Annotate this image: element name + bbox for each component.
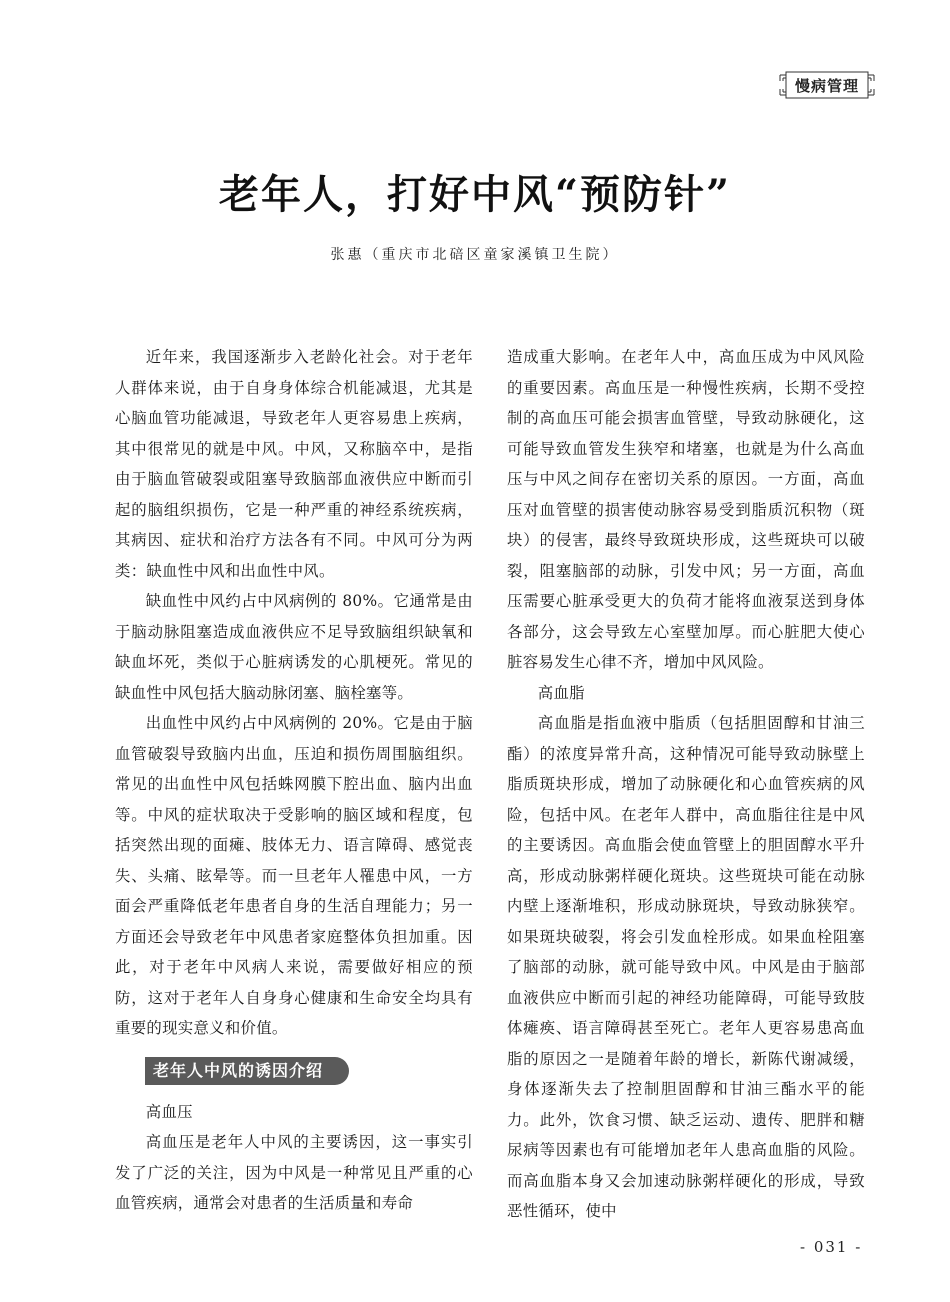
subheading-hyperlipidemia: 高血脂 bbox=[537, 683, 585, 702]
paragraph: 高血脂是指血液中脂质（包括胆固醇和甘油三酯）的浓度异常升高，这种情况可能导致动脉壁上脂质斑块形成，增加了动脉硬化和心血管疾病的风险，包括中风。在老年人群中，高血脂往往是中风的主要诱因。高血脂会使血管壁上的胆固醇水平升高，形成动脉粥样硬化斑块。这些斑块可能在动脉内壁上逐渐堆积，形成动脉斑块，导致动脉狭窄。如果斑块破裂，将会引发血栓形成。如果血栓阻塞了脑部的动脉，就可能导致中风。中风是由于脑部血液供应中断而引起的神经功能障碍，可能导致肢体瘫痪、语言障碍甚至死亡。老年人更容易患高血脂的原因之一是随着年龄的增长，新陈代谢减缓，身体逐渐失去了控制胆固醇和甘油三酯水平的能力。此外，饮食习惯、缺乏运动、遗传、肥胖和糖尿病等因素也有可能增加老年人患高血脂的风险。而高血脂本身又会加速动脉粥样硬化的形成，导致恶性循环，使中 bbox=[507, 714, 865, 1220]
paragraph: 造成重大影响。在老年人中，高血压成为中风风险的重要因素。高血压是一种慢性疾病，长期不受控制的高血压可能会损害血管壁，导致动脉硬化，这可能导致血管发生狭窄和堵塞，也就是为什么高血压与中风之间存在密切关系的原因。一方面，高血压对血管壁的损害使动脉容易受到脂质沉积物（斑块）的侵害，最终导致斑块形成，这些斑块可以破裂，阻塞脑部的动脉，引发中风；另一方面，高血压需要心脏承受更大的负荷才能将血液泵送到身体各部分，这会导致左心室壁加厚。而心脏肥大使心脏容易发生心律不齐，增加中风风险。 bbox=[507, 348, 865, 671]
paragraph: 近年来，我国逐渐步入老龄化社会。对于老年人群体来说，由于自身身体综合机能减退，尤其是心脑血管功能减退，导致老年人更容易患上疾病，其中很常见的就是中风。中风，又称脑卒中，是指由于脑血管破裂或阻塞导致脑部血液供应中断而引起的脑组织损伤，它是一种严重的神经系统疾病，其病因、症状和治疗方法各有不同。中风可分为两类：缺血性中风和出血性中风。 bbox=[115, 348, 473, 580]
category-tag bbox=[778, 69, 876, 101]
subheading-hypertension: 高血压 bbox=[145, 1102, 193, 1121]
category-tag-label: 慢病管理 bbox=[794, 76, 859, 95]
right-column bbox=[507, 342, 865, 1227]
article-author: 张惠（重庆市北碚区童家溪镇卫生院） bbox=[330, 247, 620, 263]
article-title: 老年人，打好中风“预防针” bbox=[218, 171, 731, 218]
paragraph: 出血性中风约占中风病例的 20%。它是由于脑血管破裂导致脑内出血，压迫和损伤周围脑组织。常见的出血性中风包括蛛网膜下腔出血、脑内出血等。中风的症状取决于受影响的脑区域和程度，包括突然出现的面瘫、肢体无力、语言障碍、感觉丧失、头痛、眩晕等。而一旦老年人罹患中风，一方面会严重降低老年患者自身的生活自理能力；另一方面还会导致老年中风患者家庭整体负担加重。因此，对于老年中风病人来说，需要做好相应的预防，这对于老年人自身身心健康和生命安全均具有重要的现实意义和价值。 bbox=[115, 714, 473, 1037]
paragraph: 缺血性中风约占中风病例的 80%。它通常是由于脑动脉阻塞造成血液供应不足导致脑组织缺氧和缺血坏死，类似于心脏病诱发的心肌梗死。常见的缺血性中风包括大脑动脉闭塞、脑栓塞等。 bbox=[115, 592, 473, 702]
paragraph: 高血压是老年人中风的主要诱因，这一事实引发了广泛的关注，因为中风是一种常见且严重的心血管疾病，通常会对患者的生活质量和寿命 bbox=[115, 1133, 473, 1212]
left-column bbox=[115, 342, 473, 1219]
section-heading: 老年人中风的诱因介绍 bbox=[145, 1057, 349, 1085]
page-number: - 031 - bbox=[800, 1238, 863, 1256]
